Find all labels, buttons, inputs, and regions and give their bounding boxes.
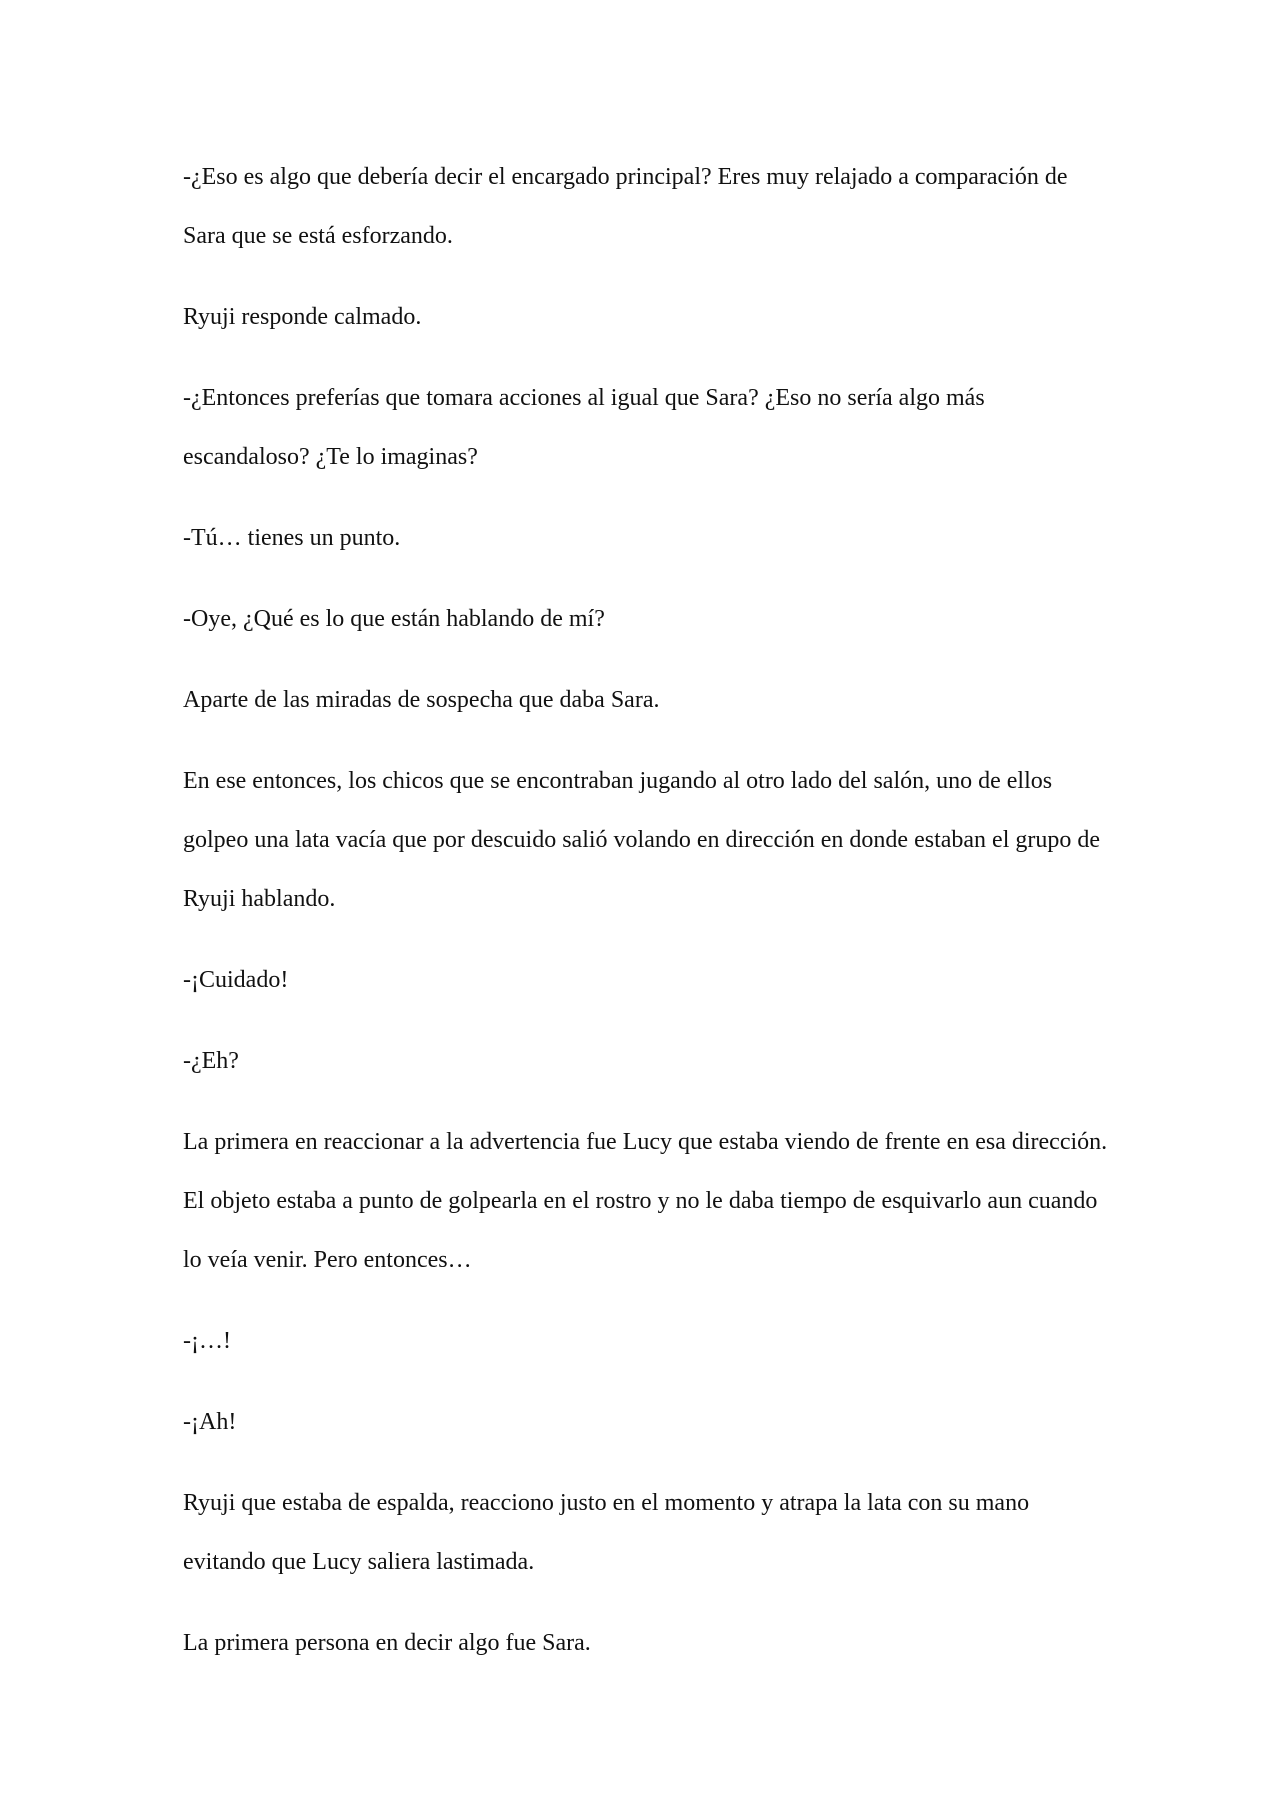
paragraph: Aparte de las miradas de sospecha que daba Sara. <box>183 687 660 713</box>
paragraph: -Tú… tienes un punto. <box>183 525 401 551</box>
paragraph: En ese entonces, los chicos que se encontraban jugando al otro lado del salón, uno de ellos golpeo una lata vacía que por descuido salió volando en dirección en donde estaban el grupo de Ryuji hablando. <box>183 768 1101 912</box>
paragraph: -¿Eso es algo que debería decir el encargado principal? Eres muy relajado a comparación de Sara que se está esforzando. <box>183 164 1068 249</box>
paragraph: -¡Ah! <box>183 1409 237 1435</box>
paragraph: -Oye, ¿Qué es lo que están hablando de mí? <box>183 606 605 632</box>
paragraph: -¿Entonces preferías que tomara acciones al igual que Sara? ¿Eso no sería algo más escandaloso? ¿Te lo imaginas? <box>183 385 985 470</box>
document-body <box>183 148 1113 1695</box>
paragraph: -¿Eh? <box>183 1048 239 1074</box>
paragraph: -¡…! <box>183 1328 231 1354</box>
paragraph: Ryuji responde calmado. <box>183 304 422 330</box>
paragraph: La primera en reaccionar a la advertencia fue Lucy que estaba viendo de frente en esa dirección. El objeto estaba a punto de golpearla en el rostro y no le daba tiempo de esquivarlo aun cuando lo veía venir. Pero entonces… <box>183 1129 1108 1273</box>
paragraph: La primera persona en decir algo fue Sara. <box>183 1630 591 1656</box>
paragraph: -¡Cuidado! <box>183 967 289 993</box>
paragraph: Ryuji que estaba de espalda, reacciono justo en el momento y atrapa la lata con su mano evitando que Lucy saliera lastimada. <box>183 1490 1030 1575</box>
